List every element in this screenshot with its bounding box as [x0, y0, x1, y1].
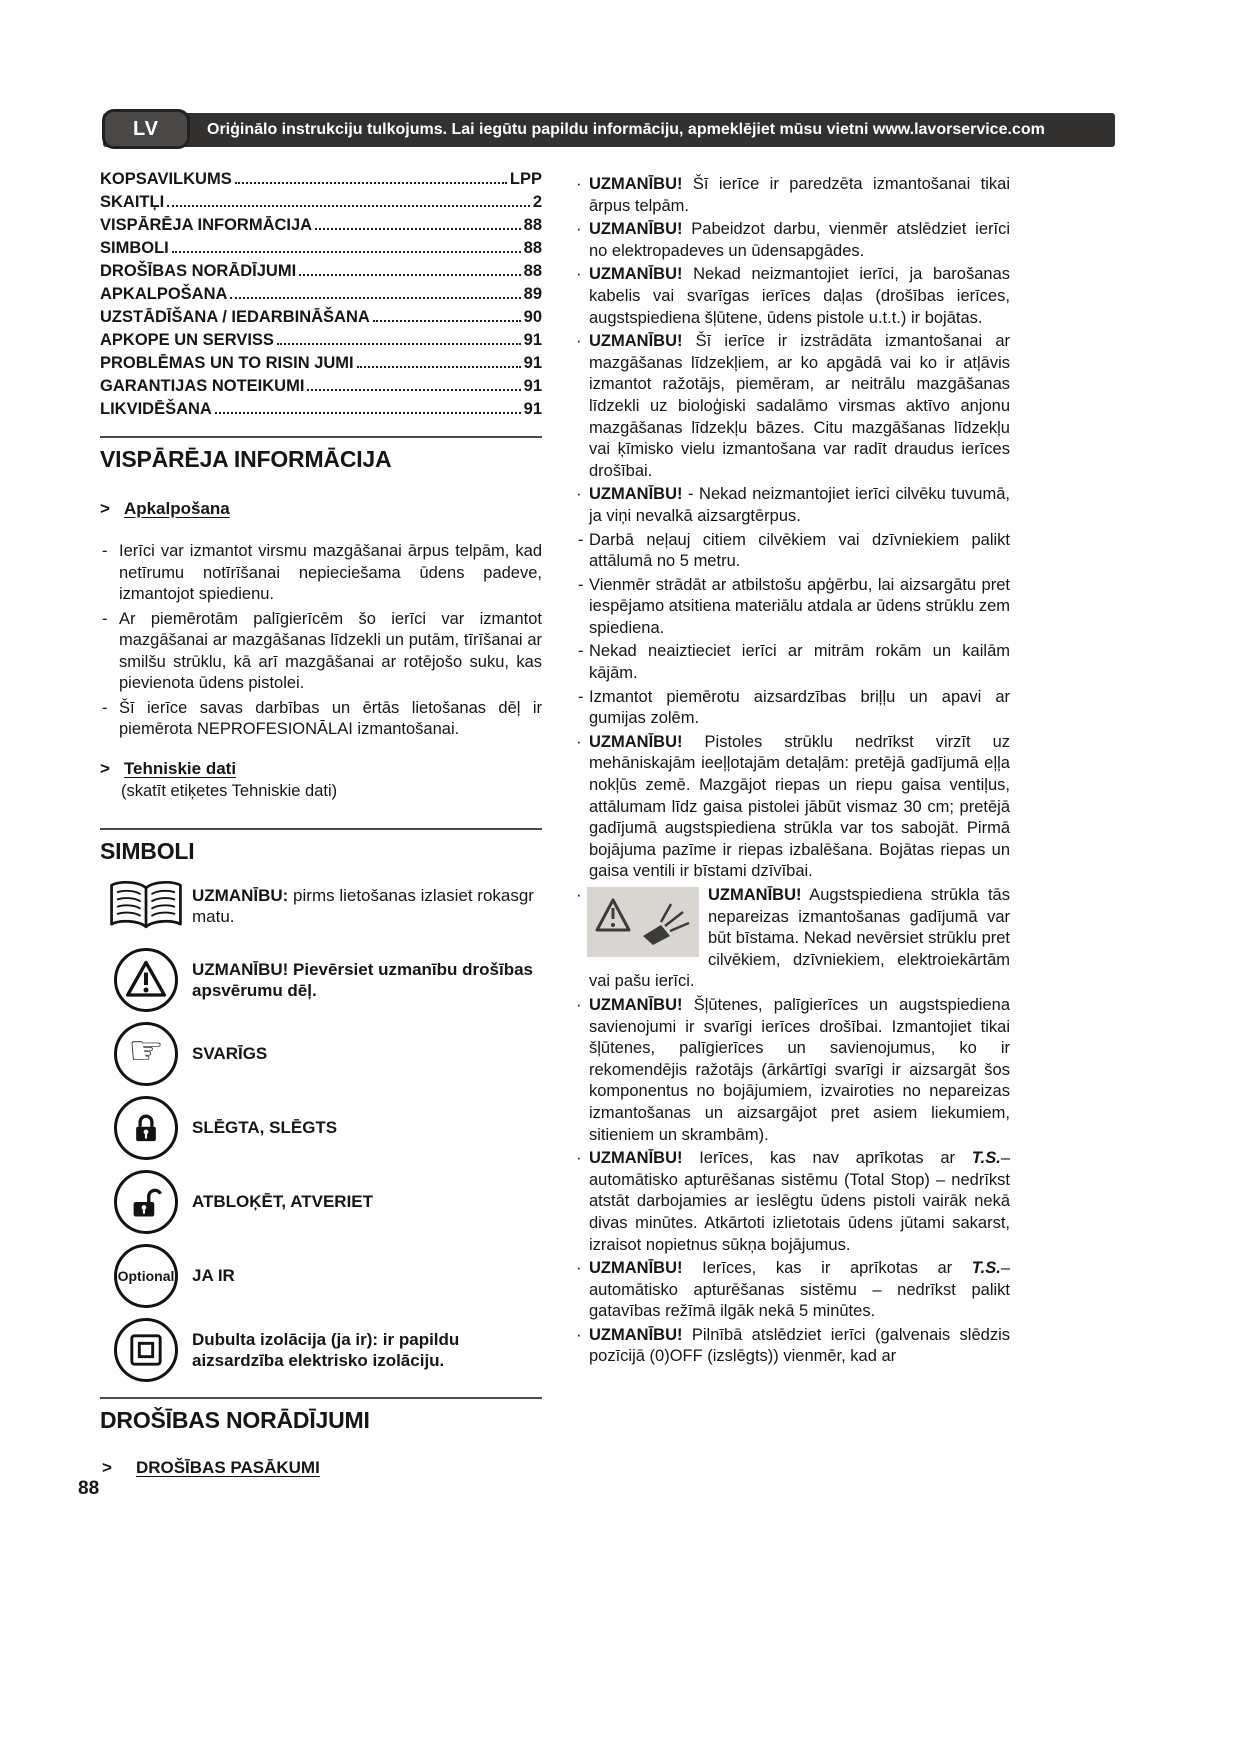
warning-label: UZMANĪBU! [589, 995, 683, 1014]
list-item-text: Šī ierīce savas darbības un ērtās lietošanas dēļ ir piemērota NEPROFESIONĀLAI izmantošanai. [119, 698, 542, 738]
dash-marker: - [102, 698, 108, 717]
optional-icon [100, 1244, 192, 1308]
subheading-text: DROŠĪBAS PASĀKUMI [135, 1457, 320, 1477]
symbol-row [100, 1169, 542, 1235]
toc-leader [357, 366, 521, 368]
symbol-caption [192, 1265, 235, 1286]
bullet-marker: · [576, 732, 582, 751]
warning-label: UZMANĪBU! [589, 332, 683, 351]
toc-label: VISPĀRĒJA INFORMĀCIJA [100, 216, 313, 234]
symbol-caption-bold: Dubulta izolācija (ja ir): ir papildu aizsardzība elektrisko izolāciju. [192, 1329, 460, 1370]
symbol-caption [192, 885, 542, 927]
toc-label: APKALPOŠANA [100, 285, 228, 303]
toc-label: GARANTIJAS NOTEIKUMI [100, 377, 305, 395]
toc-page: 88 [523, 216, 542, 234]
list-item-text: Ar piemērotām palīgierīcēm šo ierīci var izmantot mazgāšanai ar mazgāšanas līdzekli un putām, tīrīšanai ar smilšu strūklu, kā arī mazgāšanai ar rotējošo suku, kas pievienota ūdens pistolei. [119, 609, 542, 692]
warning-text: Augstspiediena strūkla tās nepareizas izmantošanas gadījumā var būt bīstama. Nekad nevērsiet strūklu pret cilvēkiem, dzīvniekiem, elektroiekārtām vai pašu ierīci. [589, 886, 1010, 991]
closed-lock-icon [100, 1096, 192, 1160]
open-lock-icon [100, 1170, 192, 1234]
warning-paragraph [572, 219, 1010, 262]
warning-text: Vienmēr strādāt ar atbilstošu apģērbu, lai aizsargātu pret iespējamo atsitiena materiālu atdala ar ūdens strūklu zem spiediena. [589, 575, 1010, 637]
toc-page: 89 [523, 285, 542, 303]
arrow-marker: > [100, 758, 110, 778]
warning-subitem [572, 530, 1010, 573]
toc-label: PROBLĒMAS UN TO RISIN JUMI [100, 354, 354, 372]
toc-item [100, 168, 542, 191]
bullet-marker: · [576, 485, 582, 504]
symbol-caption-bold: UZMANĪBU! Pievērsiet uzmanību drošības apsvērumu dēļ. [192, 959, 534, 1000]
toc-leader [373, 320, 521, 322]
warning-label: UZMANĪBU! [589, 265, 683, 284]
warning-subitem [572, 575, 1010, 640]
section-title-general: VISPĀRĒJA INFORMĀCIJA [100, 446, 392, 472]
warning-label: UZMANĪBU! [589, 220, 683, 239]
toc-item [100, 260, 542, 283]
toc-page: 91 [523, 377, 542, 395]
warning-paragraph [572, 995, 1010, 1146]
warning-text: Pistoles strūklu nedrīkst virzīt uz mehāniskajām ieeļļotajām detaļām: pretējā gadījumā eļļa nokļūs zemē. Mazgājot riepas un riepu gaisa ventiļus, attālumam līdz gaisa pistolei jābūt vismaz 30 cm; pretējā gadījumā augstspiediena strūkla var tos sabojāt. Pirmā bojājuma pazīme ir riepas izbalēšana. Bojātas riepas un gaisa ventili ir bīstami dzīvībai. [589, 732, 1010, 881]
bullet-marker: · [576, 220, 582, 239]
dash-marker: - [102, 609, 108, 628]
warning-subitem [572, 687, 1010, 730]
section-divider [100, 828, 542, 830]
symbol-row [100, 1095, 542, 1161]
table-of-contents [100, 168, 542, 421]
tech-data-note: (skatīt etiķetes Tehniskie dati) [121, 781, 338, 800]
left-column [100, 168, 542, 1478]
toc-leader [215, 412, 521, 414]
symbol-row [100, 1021, 542, 1087]
list-item-text: Ierīci var izmantot virsmu mazgāšanai ārpus telpām, kad netīrumu notīrīšanai nepieciešama ūdens padeve, izmantojot spiedienu. [119, 542, 542, 603]
warning-label: UZMANĪBU! [708, 886, 802, 904]
toc-label: SIMBOLI [100, 239, 169, 257]
arrow-marker: > [102, 1457, 112, 1477]
toc-page: 2 [532, 193, 542, 211]
symbol-caption [192, 959, 542, 1001]
toc-leader [172, 251, 521, 253]
warning-text: Darbā neļauj citiem cilvēkiem vai dzīvniekiem palikt attālumā no 5 metru. [589, 530, 1010, 571]
warning-label: UZMANĪBU! [589, 1259, 683, 1278]
toc-label: UZSTĀDĪŠANA / IEDARBINĀŠANA [100, 308, 370, 326]
total-stop-abbrev: T.S. [971, 1149, 1001, 1168]
symbol-row [100, 947, 542, 1013]
toc-label: LIKVIDĒŠANA [100, 400, 212, 418]
section-title-safety: DROŠĪBAS NORĀDĪJUMI [100, 1406, 370, 1433]
toc-item [100, 352, 542, 375]
toc-item [100, 398, 542, 421]
warning-paragraph [572, 331, 1010, 482]
warning-text: Šļūtenes, palīgierīces un augstspiediena savienojumi ir svarīgi ierīces drošībai. Izmantojiet tikai šļūtenes, palīgierīces un savienojumus, ko ir rekomendējis ražotājs (ārkārtīgi svarīgi ir aizsargāt šos komponentus no bojājumiem, izvairoties no nepareizas izmantošanas un aizsargājot pret asiem liekumiem, sitieniem un skrambām). [589, 995, 1010, 1144]
symbol-caption-bold: SVARĪGS [192, 1044, 268, 1063]
warning-label: UZMANĪBU! [589, 1325, 683, 1344]
manual-book-icon [100, 877, 192, 935]
language-badge: LV [102, 109, 190, 149]
toc-page: 88 [523, 239, 542, 257]
symbol-row [100, 1243, 542, 1309]
warning-paragraph [572, 264, 1010, 329]
list-item [100, 698, 542, 741]
warning-text: Šī ierīce ir izstrādāta izmantošanai ar mazgāšanas līdzekļiem, ar ko apgādā vai ko ir atļāvis izmantot ražotājs, piemēram, ar neitrālu mazgāšanas līdzekli uz bioloģiski sadalāmo virsmas aktīvo anjonu mazgāšanas līdzekļu bāzes. Citu mazgāšanas līdzekļu vai ķīmisko vielu izmantošana var radīt draudus ierīces drošībai. [589, 332, 1010, 480]
toc-item [100, 283, 542, 306]
toc-label: APKOPE UN SERVISS [100, 331, 274, 349]
toc-page: 91 [523, 331, 542, 349]
high-pressure-hazard-image [587, 887, 699, 957]
warning-text: Izmantot piemērotu aizsardzības briļļu un apavi ar gumijas zolēm. [589, 687, 1010, 728]
warning-paragraph [572, 732, 1010, 883]
warning-label: UZMANĪBU! [589, 485, 683, 504]
toc-item [100, 237, 542, 260]
bullet-marker: · [576, 1259, 582, 1278]
dash-marker: - [578, 575, 584, 594]
warning-text: Pabeidzot darbu, vienmēr atslēdziet ierīci no elektropadeves un ūdensapgādes. [589, 220, 1010, 260]
warning-paragraph [572, 484, 1010, 527]
toc-leader [277, 343, 521, 345]
toc-item [100, 306, 542, 329]
bullet-marker: · [576, 332, 582, 351]
bullet-marker: · [576, 1149, 582, 1168]
subheading-safety-measures [100, 1458, 542, 1478]
warning-label: UZMANĪBU! [589, 732, 683, 751]
subheading-text: Apkalpošana [123, 499, 230, 518]
subheading-text: Tehniskie dati [123, 758, 237, 778]
warning-text: – automātisko apturēšanas sistēmu – nedrīkst palikt gatavības režīmā ilgāk nekā 5 minūtes. [589, 1259, 1010, 1321]
symbol-caption-bold: SLĒGTA, SLĒGTS [192, 1118, 338, 1137]
header-bar [103, 113, 1115, 147]
total-stop-abbrev: T.S. [971, 1259, 1001, 1278]
toc-leader [299, 274, 520, 276]
bullet-marker: · [576, 175, 582, 193]
warning-paragraph [572, 174, 1010, 217]
symbol-row [100, 1317, 542, 1383]
section-divider [100, 436, 542, 438]
toc-leader [315, 228, 521, 230]
toc-label: KOPSAVILKUMS [100, 170, 232, 188]
symbol-caption-bold: JA IR [192, 1266, 235, 1285]
section-divider [100, 1397, 542, 1399]
symbol-caption-text: pirms lietošanas izlasiet rokasgr matu. [192, 885, 534, 926]
symbol-caption-bold: ATBLOĶĒT, ATVERIET [192, 1192, 374, 1211]
warning-paragraph [572, 1258, 1010, 1323]
toc-leader [167, 205, 530, 207]
symbol-caption [192, 1117, 337, 1138]
symbol-caption [192, 1043, 267, 1064]
warning-label: UZMANĪBU! [589, 1149, 683, 1168]
symbol-row [100, 873, 542, 939]
warning-triangle-icon [100, 948, 192, 1012]
toc-leader [235, 182, 507, 184]
warning-text: Ierīces, kas ir aprīkotas ar [682, 1259, 972, 1278]
toc-label: SKAITĻI [100, 193, 165, 211]
toc-leader [230, 297, 520, 299]
warning-subitem [572, 641, 1010, 684]
bullet-marker: · [576, 886, 582, 904]
pointing-hand-icon: ☞ [100, 1022, 192, 1086]
subheading-service [100, 499, 542, 519]
warning-text: Ierīces, kas nav aprīkotas ar [682, 1149, 972, 1168]
symbol-caption [192, 1191, 373, 1212]
warning-text: Nekad neaiztieciet ierīci ar mitrām rokām un kailām kājām. [589, 642, 1010, 683]
toc-item [100, 191, 542, 214]
dash-marker: - [578, 642, 584, 661]
toc-page: 88 [523, 262, 542, 280]
dash-marker: - [578, 530, 584, 549]
dash-marker: - [578, 687, 584, 706]
toc-page: LPP [509, 170, 542, 188]
warning-text: Pilnībā atslēdziet ierīci (galvenais slēdzis pozīcijā (0)OFF (izslēgts)) vienmēr, kad ar [589, 1325, 1010, 1366]
header-text: Oriģinālo instrukciju tulkojums. Lai iegūtu papildu informāciju, apmeklējiet mūsu vietni www.lavorservice.com [207, 121, 1045, 138]
list-item [100, 609, 542, 695]
toc-item [100, 375, 542, 398]
symbols-list [100, 873, 542, 1383]
warning-text: Nekad neizmantojiet ierīci, ja barošanas kabelis vai svarīgas ierīces daļas (drošības ierīces, augstspiediena šļūtene, ūdens pistole u.t.t.) ir bojātas. [589, 265, 1010, 327]
subheading-tech-data [100, 759, 542, 779]
toc-page: 91 [523, 400, 542, 418]
double-insulation-icon [100, 1318, 192, 1382]
toc-page: 90 [523, 308, 542, 326]
bullet-marker: · [576, 995, 582, 1014]
arrow-marker: > [100, 499, 110, 518]
section-title-symbols: SIMBOLI [100, 837, 195, 864]
toc-label: DROŠĪBAS NORĀDĪJUMI [100, 262, 297, 280]
general-bullet-list [100, 541, 542, 741]
optional-label: Optional [117, 1267, 175, 1284]
bullet-marker: · [576, 265, 582, 284]
warning-paragraph [572, 1325, 1010, 1368]
warning-text: - Nekad neizmantojiet ierīci cilvēku tuvumā, ja viņi nevalkā aizsargtērpus. [589, 485, 1010, 525]
dash-marker: - [102, 542, 108, 560]
right-column [572, 174, 1010, 1370]
warning-text: – automātisko apturēšanas sistēmu (Total Stop) – nedrīkst atstāt darbojamies ar ieslēgtu ūdens pistoli vairāk nekā divas minūtes. Atkārtoti izlietotais ūdens jūtami sakarst, izraisot nopietnus sūkņa bojājumus. [589, 1149, 1010, 1254]
list-item [100, 541, 542, 606]
bullet-marker: · [576, 1325, 582, 1344]
symbol-caption [192, 1329, 542, 1371]
toc-item [100, 329, 542, 352]
toc-page: 91 [523, 354, 542, 372]
warning-label: UZMANĪBU! [589, 175, 683, 193]
symbol-caption-bold: UZMANĪBU: [192, 885, 289, 905]
warning-text: Šī ierīce ir paredzēta izmantošanai tikai ārpus telpām. [589, 175, 1010, 215]
toc-leader [307, 389, 520, 391]
page-number: 88 [78, 1478, 100, 1499]
warning-paragraph [572, 1148, 1010, 1256]
warning-paragraph [572, 885, 1010, 993]
toc-item [100, 214, 542, 237]
